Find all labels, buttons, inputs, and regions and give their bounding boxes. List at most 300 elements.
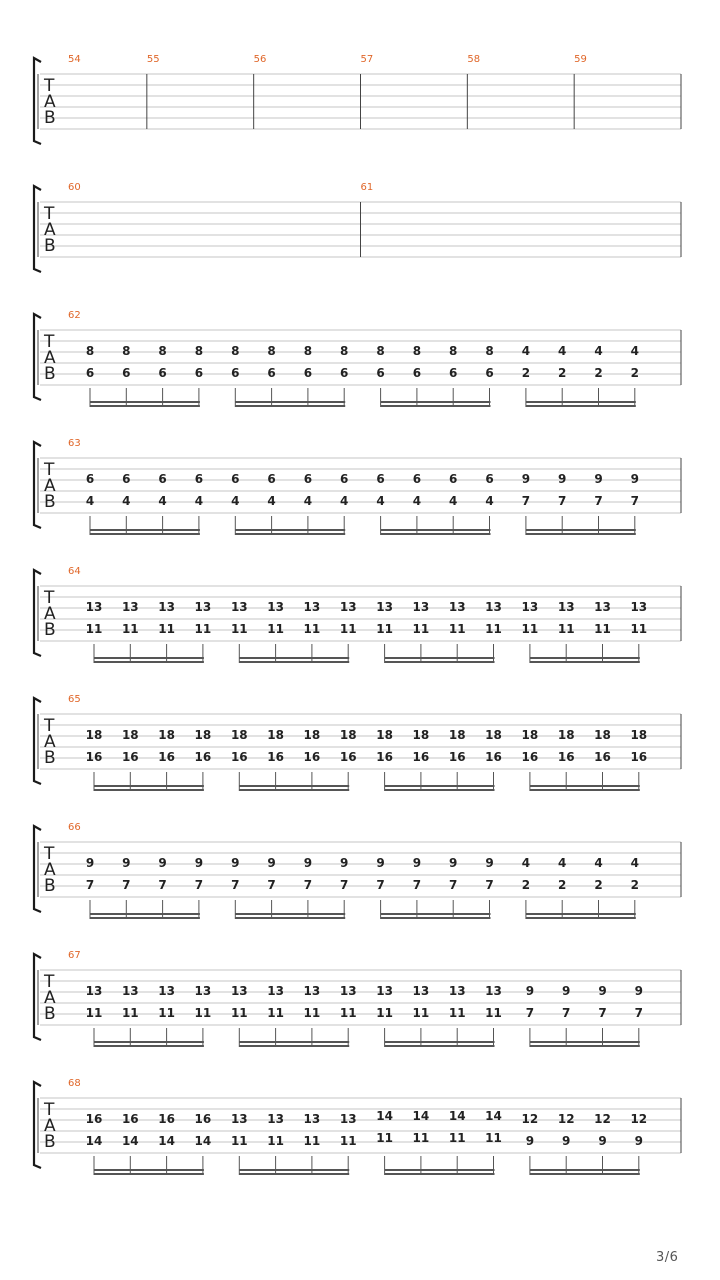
tab-clef-letter: B: [44, 236, 56, 256]
tab-clef-letter: A: [44, 348, 56, 368]
beam-line: [385, 661, 495, 663]
fret-number: 6: [122, 472, 131, 486]
fret-number: 16: [158, 1112, 175, 1126]
fret-number: 11: [376, 1006, 393, 1020]
beam-line: [94, 657, 204, 659]
fret-number: 11: [85, 622, 103, 636]
fret-number: 7: [449, 878, 458, 892]
beam-line: [526, 533, 636, 535]
fret-number: 16: [267, 750, 284, 764]
fret-number: 11: [303, 622, 321, 636]
fret-number: 2: [521, 878, 531, 892]
fret-number: 6: [194, 472, 204, 486]
fret-number: 16: [339, 750, 357, 764]
beam-line: [239, 789, 349, 791]
fret-number: 9: [449, 856, 458, 870]
fret-number: 11: [121, 622, 139, 636]
fret-number: 9: [562, 984, 571, 998]
fret-number: 6: [449, 366, 458, 380]
fret-number: 7: [562, 1006, 571, 1020]
tab-system: [34, 310, 681, 407]
fret-number: 16: [194, 1112, 212, 1126]
beam-line: [530, 661, 640, 663]
fret-number: 13: [303, 1112, 321, 1126]
fret-number: 13: [267, 1112, 284, 1126]
fret-number: 8: [303, 344, 313, 358]
beam-line: [90, 405, 200, 407]
beam-line: [385, 657, 495, 659]
fret-number: 4: [449, 494, 458, 508]
measure-number: 56: [253, 54, 267, 65]
fret-number: 9: [558, 472, 567, 486]
fret-number: 18: [339, 728, 357, 742]
fret-number: 4: [521, 856, 531, 870]
fret-number: 16: [230, 750, 248, 764]
beam-line: [385, 1045, 495, 1047]
fret-number: 18: [557, 728, 575, 742]
fret-number: 11: [485, 1131, 502, 1145]
fret-number: 7: [267, 878, 276, 892]
tab-clef-letter: T: [44, 1100, 55, 1120]
beam-line: [239, 1173, 349, 1175]
tab-clef-letter: B: [44, 620, 56, 640]
fret-number: 9: [376, 856, 385, 870]
fret-number: 9: [634, 1134, 643, 1148]
fret-number: 14: [158, 1134, 175, 1148]
fret-number: 6: [376, 472, 385, 486]
fret-number: 11: [485, 622, 502, 636]
beam-line: [381, 401, 491, 403]
fret-number: 8: [449, 344, 458, 358]
fret-number: 18: [485, 728, 502, 742]
fret-number: 6: [122, 366, 131, 380]
fret-number: 2: [630, 366, 639, 380]
fret-number: 18: [158, 728, 175, 742]
fret-number: 7: [594, 494, 603, 508]
measure-number: 61: [360, 182, 374, 193]
fret-number: 9: [598, 984, 607, 998]
fret-number: 7: [303, 878, 313, 892]
fret-number: 7: [231, 878, 240, 892]
fret-number: 6: [158, 472, 167, 486]
fret-number: 8: [340, 344, 349, 358]
fret-number: 13: [303, 984, 321, 998]
fret-number: 4: [267, 494, 276, 508]
fret-number: 11: [230, 622, 248, 636]
beam-line: [90, 913, 200, 915]
fret-number: 9: [485, 856, 494, 870]
fret-number: 16: [158, 750, 175, 764]
beam-line: [94, 1173, 204, 1175]
fret-number: 16: [485, 750, 502, 764]
fret-number: 9: [634, 984, 643, 998]
fret-number: 11: [267, 1134, 284, 1148]
fret-number: 7: [521, 494, 531, 508]
fret-number: 11: [303, 1134, 321, 1148]
fret-number: 12: [594, 1112, 611, 1126]
fret-number: 8: [485, 344, 494, 358]
tab-clef-letter: B: [44, 108, 56, 128]
fret-number: 13: [230, 984, 248, 998]
fret-number: 14: [448, 1109, 466, 1123]
fret-number: 16: [376, 750, 393, 764]
fret-number: 6: [412, 366, 422, 380]
fret-number: 8: [158, 344, 167, 358]
beam-line: [385, 789, 495, 791]
fret-number: 13: [557, 600, 575, 614]
fret-number: 4: [558, 856, 567, 870]
tab-system: [34, 1078, 681, 1175]
beam-line: [94, 785, 204, 787]
tab-clef-letter: B: [44, 1132, 56, 1152]
beam-line: [235, 405, 345, 407]
fret-number: 7: [122, 878, 131, 892]
fret-number: 13: [194, 984, 212, 998]
fret-number: 18: [230, 728, 248, 742]
fret-number: 11: [376, 1131, 393, 1145]
fret-number: 11: [594, 622, 611, 636]
tab-clef-letter: T: [44, 716, 55, 736]
fret-number: 11: [267, 1006, 284, 1020]
tab-clef-letter: A: [44, 92, 56, 112]
fret-number: 13: [630, 600, 648, 614]
fret-number: 18: [448, 728, 466, 742]
beam-line: [94, 1045, 204, 1047]
beam-line: [235, 529, 345, 531]
fret-number: 4: [594, 856, 603, 870]
beam-line: [239, 1045, 349, 1047]
beam-line: [90, 401, 200, 403]
fret-number: 11: [85, 1006, 103, 1020]
fret-number: 2: [558, 878, 567, 892]
fret-number: 4: [231, 494, 240, 508]
fret-number: 6: [340, 472, 349, 486]
fret-number: 13: [448, 984, 466, 998]
beam-line: [526, 917, 636, 919]
fret-number: 16: [521, 750, 539, 764]
fret-number: 11: [230, 1006, 248, 1020]
fret-number: 12: [557, 1112, 575, 1126]
beam-line: [94, 661, 204, 663]
beam-line: [381, 533, 491, 535]
fret-number: 16: [121, 750, 139, 764]
measure-number: 57: [360, 54, 374, 65]
beam-line: [526, 401, 636, 403]
fret-number: 16: [121, 1112, 139, 1126]
fret-number: 6: [194, 366, 204, 380]
fret-number: 9: [562, 1134, 571, 1148]
measure-number: 68: [68, 1078, 81, 1089]
fret-number: 13: [121, 600, 139, 614]
tab-clef-letter: T: [44, 204, 55, 224]
beam-line: [239, 1041, 349, 1043]
tab-clef-letter: T: [44, 332, 55, 352]
fret-number: 11: [339, 622, 357, 636]
fret-number: 13: [339, 600, 357, 614]
measure-number: 66: [68, 822, 81, 833]
fret-number: 6: [485, 366, 494, 380]
fret-number: 13: [376, 600, 393, 614]
fret-number: 11: [448, 1131, 466, 1145]
fret-number: 11: [412, 1006, 430, 1020]
measure-number: 55: [146, 54, 160, 65]
fret-number: 18: [376, 728, 393, 742]
tab-clef-letter: T: [44, 972, 55, 992]
beam-line: [90, 917, 200, 919]
beam-line: [530, 1045, 640, 1047]
fret-number: 4: [376, 494, 385, 508]
fret-number: 4: [485, 494, 494, 508]
tab-system: [34, 182, 681, 272]
fret-number: 9: [525, 1134, 535, 1148]
fret-number: 9: [194, 856, 204, 870]
tab-system: [34, 822, 681, 919]
measure-number: 62: [68, 310, 81, 321]
fret-number: 13: [158, 984, 175, 998]
page-number: 3/6: [656, 1250, 679, 1265]
beam-line: [239, 657, 349, 659]
fret-number: 11: [158, 622, 175, 636]
fret-number: 6: [449, 472, 458, 486]
beam-line: [385, 1173, 495, 1175]
fret-number: 13: [412, 984, 430, 998]
fret-number: 4: [558, 344, 567, 358]
tab-clef-letter: A: [44, 220, 56, 240]
fret-number: 6: [267, 366, 276, 380]
measure-number: 54: [68, 54, 81, 65]
fret-number: 13: [485, 984, 502, 998]
tab-system: [34, 566, 681, 663]
fret-number: 6: [231, 472, 240, 486]
fret-number: 16: [557, 750, 575, 764]
tab-system: [34, 694, 681, 791]
fret-number: 11: [339, 1134, 357, 1148]
fret-number: 9: [412, 856, 422, 870]
beam-line: [381, 913, 491, 915]
fret-number: 18: [121, 728, 139, 742]
fret-number: 13: [267, 984, 284, 998]
fret-number: 14: [376, 1109, 393, 1123]
fret-number: 13: [594, 600, 611, 614]
beam-line: [235, 533, 345, 535]
fret-number: 12: [630, 1112, 648, 1126]
tab-clef-letter: B: [44, 1004, 56, 1024]
fret-number: 4: [521, 344, 531, 358]
fret-number: 13: [158, 600, 175, 614]
fret-number: 8: [194, 344, 204, 358]
fret-number: 2: [521, 366, 531, 380]
measure-number: 65: [68, 694, 81, 705]
fret-number: 13: [412, 600, 430, 614]
tab-clef-letter: A: [44, 476, 56, 496]
fret-number: 6: [412, 472, 422, 486]
beam-line: [90, 529, 200, 531]
measure-number: 60: [68, 182, 81, 193]
fret-number: 16: [448, 750, 466, 764]
fret-number: 13: [267, 600, 284, 614]
fret-number: 14: [412, 1109, 430, 1123]
fret-number: 11: [630, 622, 648, 636]
fret-number: 11: [485, 1006, 502, 1020]
fret-number: 4: [630, 344, 639, 358]
tab-clef-letter: B: [44, 492, 56, 512]
fret-number: 6: [85, 472, 95, 486]
fret-number: 13: [194, 600, 212, 614]
fret-number: 9: [267, 856, 276, 870]
tab-clef-letter: A: [44, 1116, 56, 1136]
fret-number: 7: [194, 878, 204, 892]
tab-clef-letter: A: [44, 860, 56, 880]
fret-number: 13: [448, 600, 466, 614]
fret-number: 18: [594, 728, 611, 742]
tab-system: [34, 950, 681, 1047]
fret-number: 7: [558, 494, 567, 508]
measure-number: 58: [467, 54, 481, 65]
fret-number: 8: [231, 344, 240, 358]
fret-number: 9: [158, 856, 167, 870]
beam-line: [526, 913, 636, 915]
fret-number: 9: [85, 856, 95, 870]
beam-line: [530, 1041, 640, 1043]
fret-number: 16: [194, 750, 212, 764]
fret-number: 11: [194, 1006, 212, 1020]
beam-line: [239, 661, 349, 663]
fret-number: 18: [412, 728, 430, 742]
beam-line: [530, 785, 640, 787]
fret-number: 9: [630, 472, 639, 486]
fret-number: 11: [194, 622, 212, 636]
fret-number: 7: [412, 878, 422, 892]
fret-number: 7: [634, 1006, 643, 1020]
beam-line: [381, 529, 491, 531]
fret-number: 4: [594, 344, 603, 358]
fret-number: 6: [267, 472, 276, 486]
fret-number: 7: [525, 1006, 535, 1020]
fret-number: 2: [558, 366, 567, 380]
fret-number: 11: [448, 1006, 466, 1020]
fret-number: 18: [267, 728, 284, 742]
tab-system: [34, 54, 681, 144]
measure-number: 67: [68, 950, 81, 961]
fret-number: 11: [412, 622, 430, 636]
beam-line: [94, 1169, 204, 1171]
fret-number: 11: [230, 1134, 248, 1148]
beam-line: [90, 533, 200, 535]
beam-line: [385, 785, 495, 787]
tab-clef-letter: A: [44, 988, 56, 1008]
fret-number: 16: [594, 750, 611, 764]
beam-line: [235, 917, 345, 919]
fret-number: 7: [340, 878, 349, 892]
tab-clef-letter: T: [44, 76, 55, 96]
fret-number: 11: [557, 622, 575, 636]
fret-number: 14: [194, 1134, 212, 1148]
beam-line: [530, 789, 640, 791]
fret-number: 2: [594, 366, 603, 380]
fret-number: 11: [339, 1006, 357, 1020]
fret-number: 2: [630, 878, 639, 892]
fret-number: 11: [121, 1006, 139, 1020]
fret-number: 13: [230, 600, 248, 614]
tab-clef-letter: B: [44, 876, 56, 896]
fret-number: 4: [194, 494, 204, 508]
measure-number: 59: [574, 54, 587, 65]
measure-number: 64: [68, 566, 81, 577]
fret-number: 14: [85, 1134, 103, 1148]
fret-number: 4: [630, 856, 639, 870]
fret-number: 18: [521, 728, 539, 742]
fret-number: 16: [412, 750, 430, 764]
beam-line: [385, 1169, 495, 1171]
beam-line: [239, 1169, 349, 1171]
fret-number: 13: [303, 600, 321, 614]
fret-number: 11: [158, 1006, 175, 1020]
fret-number: 9: [340, 856, 349, 870]
fret-number: 6: [158, 366, 167, 380]
fret-number: 13: [339, 1112, 357, 1126]
beam-line: [381, 917, 491, 919]
fret-number: 6: [376, 366, 385, 380]
tab-clef-letter: A: [44, 604, 56, 624]
fret-number: 7: [85, 878, 95, 892]
fret-number: 16: [85, 1112, 103, 1126]
fret-number: 18: [85, 728, 103, 742]
fret-number: 4: [122, 494, 131, 508]
fret-number: 12: [521, 1112, 539, 1126]
fret-number: 9: [594, 472, 603, 486]
beam-line: [530, 657, 640, 659]
beam-line: [530, 1169, 640, 1171]
fret-number: 13: [230, 1112, 248, 1126]
fret-number: 4: [303, 494, 313, 508]
fret-number: 8: [267, 344, 276, 358]
fret-number: 11: [412, 1131, 430, 1145]
fret-number: 14: [485, 1109, 502, 1123]
beam-line: [530, 1173, 640, 1175]
fret-number: 7: [485, 878, 494, 892]
fret-number: 7: [158, 878, 167, 892]
fret-number: 4: [412, 494, 422, 508]
fret-number: 13: [485, 600, 502, 614]
fret-number: 9: [598, 1134, 607, 1148]
fret-number: 9: [303, 856, 313, 870]
beam-line: [526, 529, 636, 531]
fret-number: 9: [231, 856, 240, 870]
tab-clef-letter: T: [44, 460, 55, 480]
fret-number: 2: [594, 878, 603, 892]
fret-number: 11: [303, 1006, 321, 1020]
beam-line: [94, 1041, 204, 1043]
fret-number: 18: [303, 728, 321, 742]
fret-number: 9: [525, 984, 535, 998]
tab-clef-letter: B: [44, 748, 56, 768]
fret-number: 13: [85, 600, 103, 614]
fret-number: 11: [521, 622, 539, 636]
fret-number: 16: [303, 750, 321, 764]
beam-line: [235, 401, 345, 403]
fret-number: 13: [85, 984, 103, 998]
tab-clef-letter: B: [44, 364, 56, 384]
tab-clef-letter: T: [44, 844, 55, 864]
fret-number: 16: [630, 750, 648, 764]
measure-number: 63: [68, 438, 81, 449]
fret-number: 6: [485, 472, 494, 486]
fret-number: 8: [85, 344, 95, 358]
fret-number: 18: [194, 728, 212, 742]
fret-number: 4: [158, 494, 167, 508]
fret-number: 7: [630, 494, 639, 508]
fret-number: 6: [303, 366, 313, 380]
